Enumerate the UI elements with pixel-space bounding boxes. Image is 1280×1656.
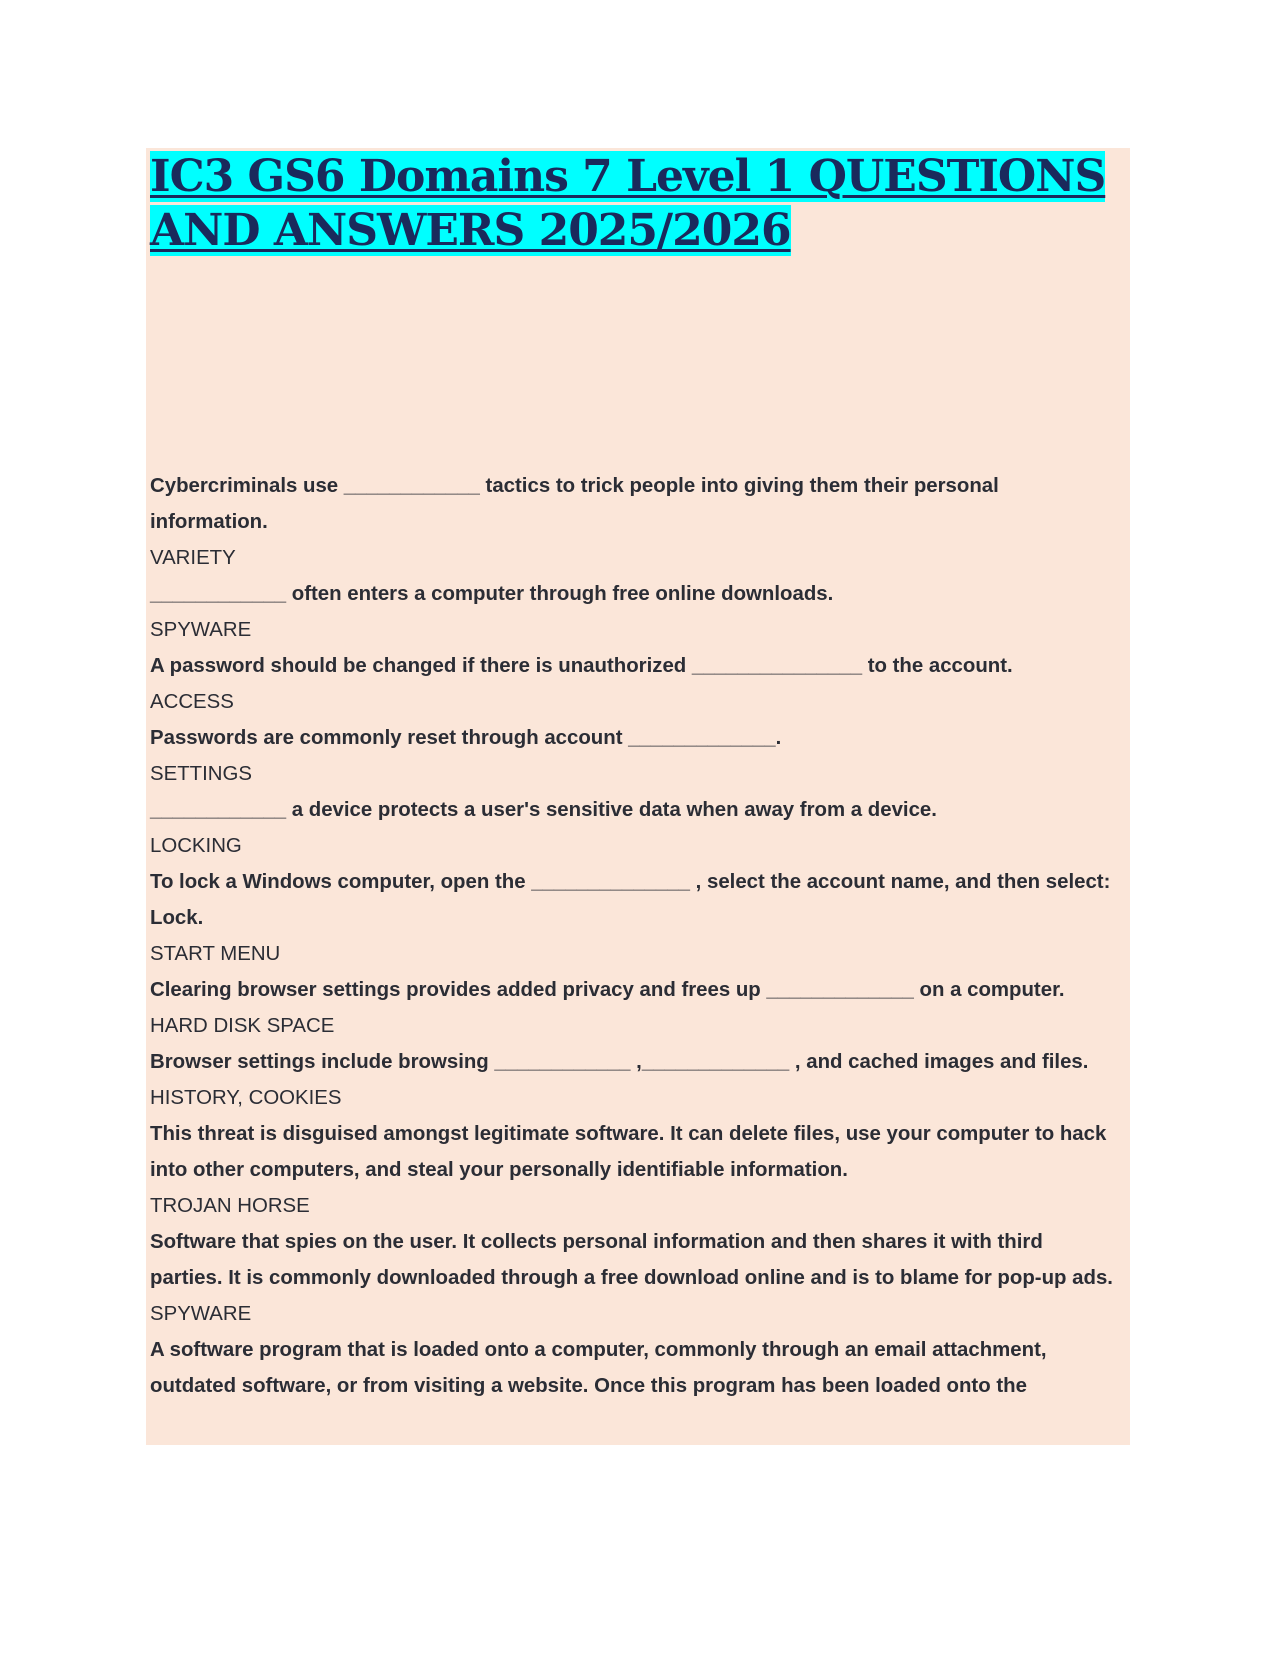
question-text: Cybercriminals use ____________ tactics to trick people into giving them their personal information. [150,475,1005,533]
answer-text: SPYWARE [150,619,252,641]
qa-item [150,1224,1118,1332]
qa-item [150,1116,1118,1224]
answer-text: SPYWARE [150,1303,252,1325]
answer-text: LOCKING [150,835,242,857]
answer-text: SETTINGS [150,763,252,785]
document-title-text: IC3 GS6 Domains 7 Level 1 QUESTIONS AND ANSWERS 2025/2026 [150,151,1106,256]
question-text: Software that spies on the user. It collects personal information and then shares it with third parties. It is commonly downloaded through a free download online and is to blame for pop-up ads. [150,1231,1113,1289]
qa-list [150,468,1118,1404]
qa-item [150,576,1118,648]
answer-text: HARD DISK SPACE [150,1015,335,1037]
answer-text: ACCESS [150,691,234,713]
document-title [150,150,1110,258]
question-text: A software program that is loaded onto a computer, commonly through an email attachment, outdated software, or from visiting a website. Once this program has been loaded onto the [150,1339,1053,1397]
qa-item [150,1332,1118,1404]
qa-item [150,864,1118,972]
qa-item [150,648,1118,720]
question-text: A password should be changed if there is unauthorized _______________ to the account. [150,655,1013,677]
answer-text: TROJAN HORSE [150,1195,310,1217]
question-text: Browser settings include browsing ____________ ,_____________ , and cached images and files. [150,1051,1089,1073]
question-text: ____________ a device protects a user's sensitive data when away from a device. [150,799,937,821]
question-text: To lock a Windows computer, open the ______________ , select the account name, and then select: Lock. [150,871,1117,929]
qa-item [150,720,1118,792]
question-text: Passwords are commonly reset through account _____________. [150,727,782,749]
question-text: Clearing browser settings provides added privacy and frees up _____________ on a computer. [150,979,1065,1001]
answer-text: START MENU [150,943,281,965]
qa-item [150,468,1118,576]
answer-text: VARIETY [150,547,236,569]
qa-item [150,972,1118,1044]
question-text: This threat is disguised amongst legitimate software. It can delete files, use your computer to hack into other computers, and steal your personally identifiable information. [150,1123,1113,1181]
answer-text: HISTORY, COOKIES [150,1087,342,1109]
qa-item [150,1044,1118,1116]
qa-item [150,792,1118,864]
question-text: ____________ often enters a computer through free online downloads. [150,583,834,605]
